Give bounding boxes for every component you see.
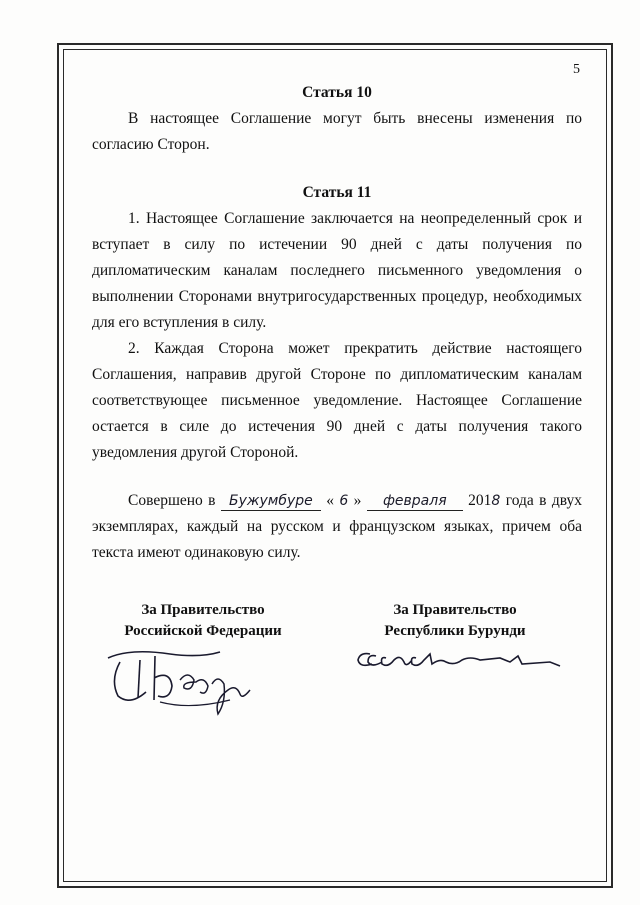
signatory-line-1: За Правительство: [393, 602, 517, 618]
signature-russia: [100, 640, 270, 720]
article-11-heading: Статья 11: [302, 184, 372, 201]
article-11-item-2: 2. Каждая Сторона может прекратить действие настоящего Соглашения, направив другой Стороне по дипломатическим каналам соответствующее письменное уведомление. Настоящее Соглашение остается в силе до истечения 90 дней с даты получения такого уведомления другой Стороной.: [92, 340, 582, 461]
signatory-line-1: За Правительство: [141, 602, 265, 618]
signature-block-burundi: [360, 600, 550, 642]
year-prefix: 201: [468, 492, 492, 509]
article-10-text: В настоящее Соглашение могут быть внесены изменения по согласию Сторон.: [92, 110, 582, 153]
page-number: 5: [573, 62, 580, 77]
handwritten-day: 6: [339, 493, 349, 509]
closing-suffix: года в двух экземплярах, каждый на русском и французском языках, причем оба текста имеют одинаковую силу.: [92, 492, 583, 561]
closing-paragraph: [92, 488, 582, 566]
document-body: [92, 80, 582, 566]
handwritten-year-digit: 8: [491, 493, 501, 509]
closing-prefix: Совершено в: [128, 492, 216, 509]
handwritten-place: Бужумбуре: [221, 492, 321, 511]
handwritten-month: февраля: [367, 492, 463, 511]
article-10-heading: Статья 10: [302, 84, 372, 101]
signatory-line-2: Республики Бурунди: [384, 623, 526, 639]
signatory-line-2: Российской Федерации: [124, 623, 282, 639]
signature-block-russia: [118, 600, 288, 642]
signature-burundi: [350, 640, 570, 680]
day-quote-open: «: [326, 492, 334, 509]
day-quote-close: »: [353, 492, 362, 509]
article-11-item-1: 1. Настоящее Соглашение заключается на неопределенный срок и вступает в силу по истечении 90 дней с даты получения по дипломатическим каналам последнего письменного уведомления о выполнении Сторонами внутригосударственных процедур, необходимых для его вступления в силу.: [92, 210, 582, 331]
